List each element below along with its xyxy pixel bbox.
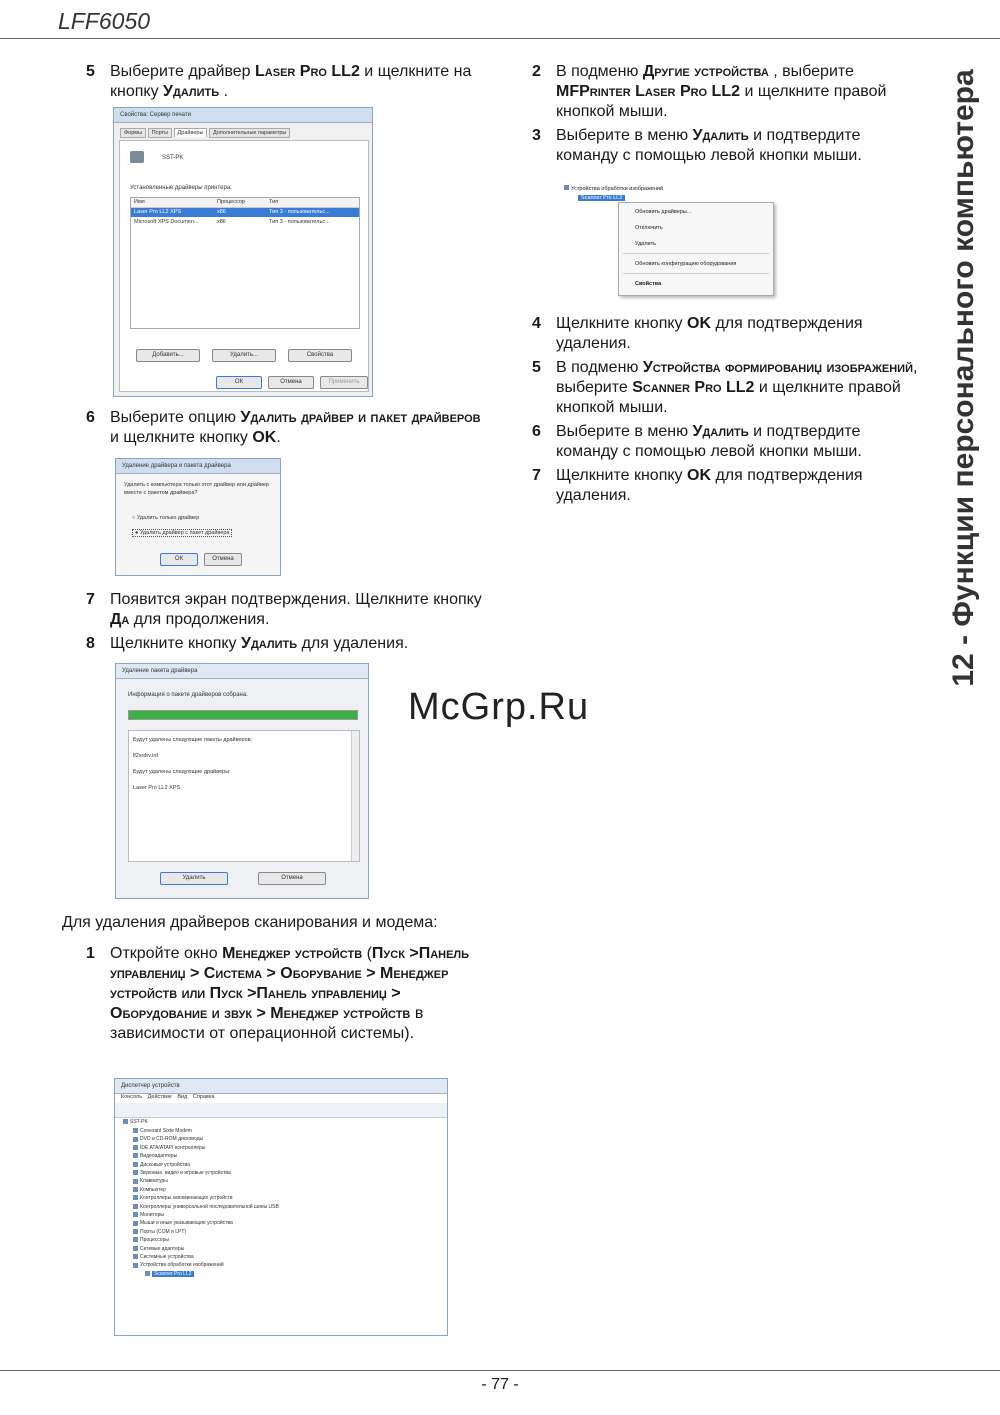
screenshot-driver-package-removal xyxy=(115,663,369,899)
menu-separator-2 xyxy=(623,273,769,274)
step-right-2: 2 В подменю Другие устройства , выберите MFPrinter Laser Pro LL2 и щелкните правой кнопкой мыши. xyxy=(532,63,887,120)
model-name: LFF6050 xyxy=(58,8,151,34)
step-right-3: 3 Выберите в меню Удалить и подтвердите команду с помощью левой кнопки мыши. xyxy=(532,127,862,164)
menu-properties: Свойства xyxy=(635,281,662,287)
list-header: Имя Процессор Тип xyxy=(131,198,359,208)
list-line-4: Laser Pro LL2 XPS xyxy=(133,785,181,791)
menu-bar: Консоль Действие Вид Справка xyxy=(121,1094,215,1100)
tree-item: Компьютер xyxy=(133,1187,166,1193)
step-right-4: 4 Щелкните кнопку OK для подтверждения удаления. xyxy=(532,315,863,352)
cancel-button: Отмена xyxy=(258,872,326,885)
tree-item: DVD и CD-ROM дисководы xyxy=(133,1136,203,1142)
dialog-question: Удалить с компьютера только этот драйвер или драйвер вместе с пакетом драйвера? xyxy=(124,482,269,496)
printer-icon xyxy=(130,151,144,163)
scrollbar xyxy=(351,731,359,861)
tree-item: Процессоры xyxy=(133,1237,169,1243)
remove-button: Удалить... xyxy=(212,349,276,362)
cancel-button: Отмена xyxy=(268,376,314,389)
menu-uninstall: Удалить xyxy=(635,241,656,247)
tree-node-imaging: Устройства обработки изображений xyxy=(564,185,663,192)
tree-item: Порты (COM и LPT) xyxy=(133,1229,186,1235)
step-left-7: 7 Появится экран подтверждения. Щелкните кнопку Да для продолжения. xyxy=(86,591,482,628)
add-button: Добавить... xyxy=(136,349,200,362)
apply-button: Применить xyxy=(320,376,368,389)
window-title: Свойства: Сервер печати xyxy=(114,108,372,123)
intro-text: Для удаления драйверов сканирования и модема: xyxy=(62,914,438,931)
tab-forms: Формы xyxy=(120,128,146,138)
menu-scan-hardware: Обновить конфигурацию оборудования xyxy=(635,261,737,267)
tree-root: SST-PK xyxy=(123,1119,148,1125)
tree-item: Клавиатуры xyxy=(133,1178,168,1184)
tree-item: Контроллеры универсальной последовательной шины USB xyxy=(133,1204,279,1210)
window-title: Диспетчер устройств xyxy=(115,1079,447,1094)
list-line-1: Будут удалены следующие пакеты драйверов: xyxy=(133,737,253,743)
page-number: - 77 - xyxy=(481,1376,519,1393)
dialog-title: Удаление драйвера и пакета драйвера xyxy=(116,459,280,474)
screenshot-context-menu xyxy=(560,182,774,298)
tree-item: Звуковые, видео и игровые устройства xyxy=(133,1170,231,1176)
progress-fill xyxy=(129,711,357,719)
option-driver-only: ○ Удалить только драйвер xyxy=(132,515,200,521)
tab-strip xyxy=(120,130,290,136)
tree-item: Видеоадаптеры xyxy=(133,1153,177,1159)
menu-disable: Отключить xyxy=(635,225,663,231)
tree-item: Мониторы xyxy=(133,1212,164,1218)
step-left-bottom-1: 1 Откройте окно Менеджер устройств (Пуск >Панель управлениџ > Система > Оборувание > Менеджер устройств или Пуск >Панель управлениџ > Оборудование и звук > Менеджер устройств в зависимости от операционной системы). xyxy=(86,945,470,1042)
device-tree xyxy=(115,1119,447,1329)
remove-button: Удалить xyxy=(160,872,228,885)
tree-item: Дисковые устройства xyxy=(133,1162,190,1168)
step-left-5: 5 Выберите драйвер Laser Pro LL2 и щелкните на кнопку Удалить . xyxy=(86,63,472,100)
info-text: Информация о пакете драйверов собрана. xyxy=(128,692,248,698)
chapter-title-text: 12 - Функции персонального компьютера xyxy=(947,69,980,687)
screenshot-print-server-properties xyxy=(113,107,373,397)
tab-panel xyxy=(119,140,369,392)
dialog-title: Удаление пакета драйвера xyxy=(116,664,368,679)
toolbar xyxy=(115,1103,447,1118)
driver-list xyxy=(130,197,360,329)
tree-item: Системные устройства xyxy=(133,1254,194,1260)
list-line-3: Будут удалены следующие драйверы: xyxy=(133,769,231,775)
step-right-6: 6 Выберите в меню Удалить и подтвердите команду с помощью левой кнопки мыши. xyxy=(532,423,862,460)
step-left-8: 8 Щелкните кнопку Удалить для удаления. xyxy=(86,635,409,652)
tab-ports: Порты xyxy=(148,128,172,138)
list-line-2: lf2xrdrv.inf xyxy=(133,753,158,759)
removal-list xyxy=(128,730,360,862)
tree-item: Conexant Sixte Modem xyxy=(133,1128,192,1134)
step-left-6: 6 Выберите опцию Удалить драйвер и пакет драйверов и щелкните кнопку OK. xyxy=(86,409,481,446)
properties-button: Свойства xyxy=(288,349,352,362)
list-label: Установленные драйверы принтера: xyxy=(130,185,232,191)
screenshot-device-manager xyxy=(114,1078,448,1336)
watermark: McGrp.Ru xyxy=(408,686,590,728)
menu-update-drivers: Обновить драйверы... xyxy=(635,209,692,215)
list-row-xps: Microsoft XPS Documen... x86 Тип 3 - пользовательс... xyxy=(134,219,330,225)
menu-separator xyxy=(623,253,769,254)
tree-node-scanner: Scanner Pro LL2 xyxy=(578,195,625,201)
tree-item: Сетевые адаптеры xyxy=(133,1246,184,1252)
list-row-laser-pro: Laser Pro LL2 XPS x86 Тип 3 - пользовательс... xyxy=(131,208,359,217)
tab-advanced: Дополнительные параметры xyxy=(209,128,290,138)
server-name: SST-PK xyxy=(162,155,184,161)
ok-button: ОК xyxy=(216,376,262,389)
context-menu xyxy=(618,202,774,296)
header-rule xyxy=(0,38,1000,39)
progress-bar xyxy=(128,710,358,720)
ok-button: ОК xyxy=(160,553,198,566)
tree-item: Scanner Pro LL2 xyxy=(145,1271,194,1277)
tree-item: IDE ATA/ATAPI контроллеры xyxy=(133,1145,205,1151)
screenshot-remove-driver-dialog xyxy=(115,458,281,576)
footer-rule xyxy=(0,1370,1000,1371)
tab-drivers: Драйверы xyxy=(174,128,208,137)
tree-item: Устройства обработки изображений xyxy=(133,1262,224,1268)
tree-item: Мыши и иные указывающие устройства xyxy=(133,1220,233,1226)
cancel-button: Отмена xyxy=(204,553,242,566)
tree-item: Контроллеры запоминающих устройств xyxy=(133,1195,233,1201)
chapter-title xyxy=(940,58,988,698)
option-driver-and-package: ● Удалить драйвер с пакет драйвера xyxy=(132,529,232,537)
step-right-5: 5 В подменю Устройства формированиџ изображений, выберите Scanner Pro LL2 и щелкните правой кнопкой мыши. xyxy=(532,359,918,416)
step-right-7: 7 Щелкните кнопку OK для подтверждения удаления. xyxy=(532,467,863,504)
